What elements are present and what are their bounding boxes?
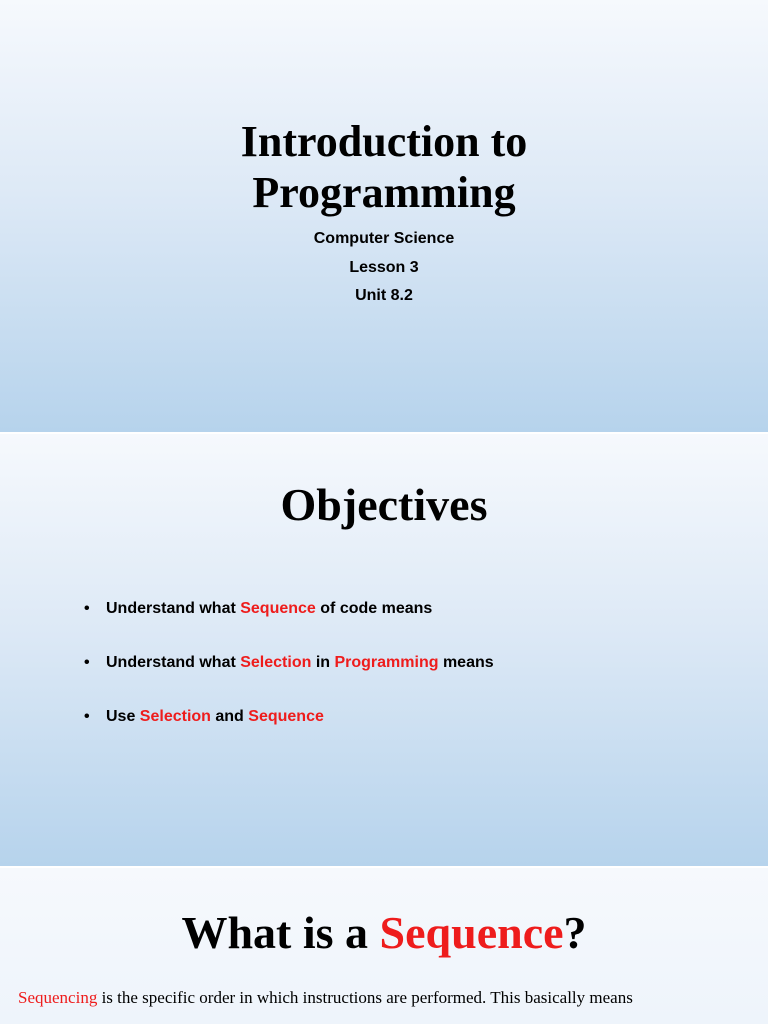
objective-bullet [84,654,494,672]
sequence-title-suffix: ? [563,907,587,958]
definition-text: is the specific order in which instructions are performed. This basically means [97,988,633,1007]
bullet-highlight: Sequence [248,708,324,725]
sequence-title-highlight: Sequence [379,907,564,958]
bullet-text: and [210,708,249,725]
sequence-slide [0,868,768,1024]
lesson-label: Lesson 3 [349,259,419,276]
bullet-text: Use [106,708,140,725]
bullet-highlight: Selection [139,708,211,725]
bullet-text: in [311,654,335,671]
sequence-title [0,906,768,959]
objective-bullet [84,600,432,618]
bullet-text: Understand what [106,654,241,671]
objectives-title: Objectives [280,479,488,530]
bullet-dot-icon: • [84,654,90,671]
objective-bullet [84,708,324,726]
sequence-title-prefix: What is a [181,907,380,958]
slide-title-line2: Programming [252,168,516,217]
subject-label: Computer Science [313,230,455,247]
title-slide [0,0,768,432]
bullet-text: Understand what [106,600,241,617]
bullet-highlight: Selection [240,654,312,671]
definition-highlight: Sequencing [18,988,98,1007]
bullet-dot-icon: • [84,600,90,617]
bullet-text: of code means [315,600,433,617]
bullet-dot-icon: • [84,708,90,725]
unit-label: Unit 8.2 [355,287,413,304]
bullet-text: means [438,654,494,671]
slide-title-line1: Introduction to [240,117,528,166]
sequence-definition [18,988,758,1008]
bullet-highlight: Programming [334,654,439,671]
objectives-slide [0,434,768,866]
bullet-highlight: Sequence [240,600,316,617]
